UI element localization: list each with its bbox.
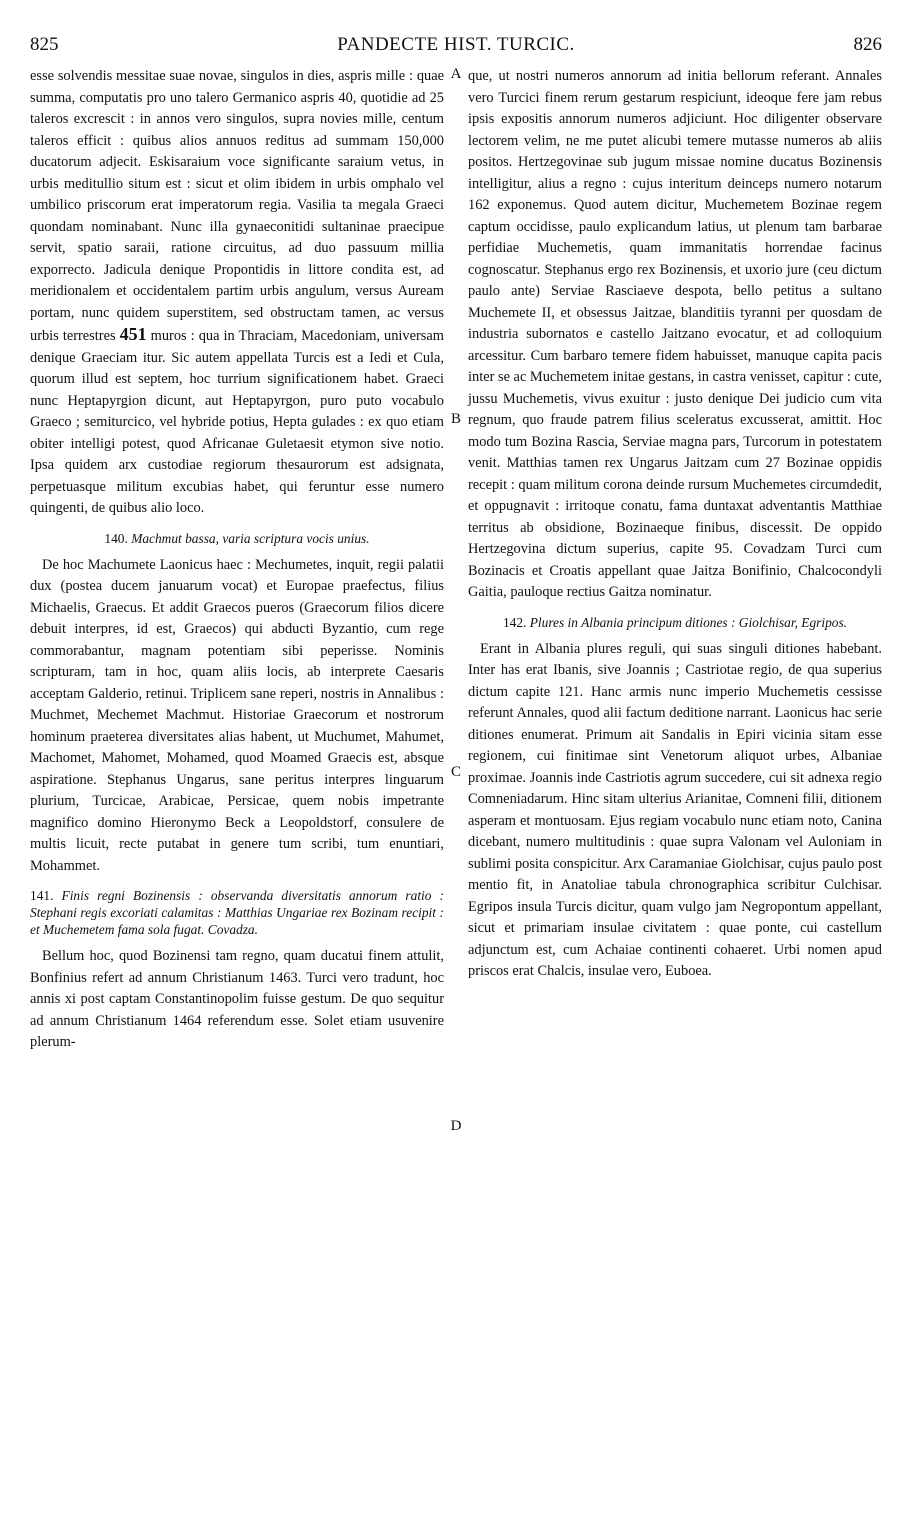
paragraph-eskisaraium bbox=[30, 66, 444, 520]
paragraph-text: esse solvendis messitae suae novae, singulos in dies, aspris mille : quae summa, computatis pro uno talero Germanico aspris 40, quotidie ad 25 taleros excrescit : in annos vero singulos, supra novies mille, centum taleros efficit : quibus alios annuos reditus ad summam 150,000 ducatorum adjecit. Eskisaraium voce significante saraium vetus, in urbis meditullio situm est : sicut et olim ibidem in urbis omphalo vel umbilico priscorum erat imperatorum regia. Vasilia ta megala Graeci quondam nominabant. Nunc illa gynaeconitidi sultaninae praecipue servit, spatio saraii, ratione circuitus, ad duo passuum millia exporrecto. Jadicula denique Propontidis in littore condita est, ad meridionalem et occidentalem partim urbis angulum, versus Auream portam, nunc quidem superstitem, sed obstructam tamen, ac versus urbis terrestres bbox=[30, 68, 444, 344]
section-marker-d: D bbox=[450, 1118, 462, 1134]
marginal-note-number: 451 bbox=[119, 324, 147, 344]
section-marker-c: C bbox=[450, 764, 461, 780]
left-column bbox=[30, 66, 444, 1054]
heading-number: 141. bbox=[30, 888, 54, 903]
paragraph-machmut: De hoc Machumete Laonicus haec : Mechumetes, inquit, regii palatii dux (postea ducem januarum vocat) et Europae praefectus, filius Michaelis, Graecus. Et addit Graecos pueros (Graecorum filios dicere debuit interpres, id est, Graecos) qui abducti Byzantio, cum rege commorabantur, magnam potentiam sibi peperisse. Nominis scripturam, tam in hoc, quam aliis locis, ab interprete Caesaris acceptam Galderio, retinui. Triplicem sane reperi, nostris in Annalibus : Muchmet, Mechemet Machmut. Historiae Graecorum et nostrorum hominum praeterea diversitates alias habent, ut Muchumet, Mahumet, Machomet, Mahomet, Mohamed, quod Moamed Graecis est, absque aspiratione. Stephanus Ungarus, sane peritus interpres linguarum plurium, Turcicae, Arabicae, Persicae, quem nobis impetrante magnifico domino Hieronymo Beck a Leopoldstorf, consulere de multis licuit, recte putabat in genere tum scribi, tum enuntiari, Mohammet. bbox=[30, 556, 444, 874]
section-marker-b: B bbox=[450, 411, 461, 427]
page-number-right: 826 bbox=[853, 34, 882, 55]
heading-141 bbox=[30, 887, 444, 938]
heading-text: Finis regni Bozinensis : observanda diversitatis annorum ratio : Stephani regis excoriati calamitas : Matthias Ungariae rex Bozinam recipit : et Muchemetem fama sola fugat. Covadza. bbox=[30, 888, 444, 937]
running-header bbox=[30, 34, 882, 64]
heading-number: 142. bbox=[502, 614, 527, 630]
heading-text: Plures in Albania principum ditiones : Giolchisar, Egripos. bbox=[529, 614, 848, 630]
page-number-left: 825 bbox=[30, 34, 59, 55]
section-marker-a: A bbox=[450, 66, 462, 82]
paragraph-albania: Erant in Albania plures reguli, qui suas singuli ditiones habebant. Inter has erat Ibanis, sive Joannis ; Castriotae regio, de qua superius dictum capite 121. Hanc armis nunc imperio Muchemetis cessisse referunt Annales, quod alii factum deditione narrant. Laonicus hac serie ditiones enumerat. Primum ait Sandalis in Epiri vicinia sitam esse regionem, cui finitimae sint Venetorum aliquot urbes, Albaniae proximae. Joannis inde Castriotis agrum succedere, cui sit adnexa regio Comneniadarum. Hinc sitam ulterius Arianitae, Comneni filii, ditionem asperam et montuosam. Ejus regiam vocabulo nunc etiam noto, Canina dicebant, numero multitudinis : quae supra Valonam vel Auloniam in sublimi posita conspicitur. Arx Caramaniae Giolchisar, cujus paulo post mentio fit, in Anatoliae tabula chronographica scribitur Culchisar. Egripos insula Turcis dicitur, quam vulgo jam Negropontum appellant, sicut et primariam insulae civitatem : quae ponte, cui castellum adjunctum est, cum Achaiae continenti cohaeret. Urbi nomen apud priscos erat Chalcis, insulae vero, Euboea. bbox=[468, 640, 882, 979]
paragraph-annales: que, ut nostri numeros annorum ad initia bellorum referant. Annales vero Turcici finem rerum gestarum respiciunt, ideoque fere jam rebus ipsis expositis annorum numeros adjiciunt. Hoc diligenter observare lectorem velim, ne me putet alicubi temere mutasse numeros ab aliis positos. Hertzegovinae sub jugum missae nomine ducatus Bozinensis intelligitur, alius a regno : cujus interitum deinceps numero notarum 162 exponemus. Quod autem dicitur, Muchemetem Bozinae regem captum occidisse, paulo explicandum latius, ut plenum tam barbarae perfidiae Muchemetis, quam immanitatis horrendae facinus cognoscatur. Stephanus ergo rex Bozinensis, et uxorio jure (ceu dictum paulo ante) Serviae Rasciaeve despota, bello petitus a sultano Muchemete II, et obsessus Jaitzae, blanditiis tyranni per quosdam de industria subornatos e castello Jaitzano evocatur, et ad colloquium arcessitur. Cum barbaro temere fidem habuisset, manuque capita pacis inter se ac Muchemetem initae gestans, in castra venisset, capitur : cute, jussu Muchemetis, vivus exuitur : justo denique Dei judicio cum vita regnum, quo fraude patrem filius sceleratus excusserat, amittit. Hoc modo tum Bozina Rascia, Serviae magna pars, Turcorum in potestatem venit. Matthias tamen rex Ungarus Jaitzam cum 27 Bozinae oppidis recepit : quam militum corona deinde rursum Muchemetes circumdedit, et oppugnavit : irritoque conatu, fama duntaxat adventantis Matthiae territus ab obsidione, Bozinaeque finibus, discessit. De oppido Hertzegovina dictum superius, capite 95. Covadzam Turci cum Bozinacis et Croatis appellant quae Jaitza Bonifinio, Chalcocondyli Gaitia, pauloque rectius Gaitza nominatur. bbox=[468, 68, 882, 600]
heading-142 bbox=[468, 614, 882, 631]
paragraph-text-continued: muros : qua in Thraciam, Macedoniam, universam denique Graeciam itur. Sic autem appellata Turcis est a Iedi et Cula, quorum illud est septem, hoc turrium significationem habet. Graeci nunc Heptapyrgion dicunt, aut Heptapyrgon, puro puto vocabulo Graeco ; semiturcico, vel hybride potius, Hepta gulades : ex quo etiam obiter intelligi potest, quod Africanae Guletaesit etymon sive notio. Ipsa quidem arx custodiae regiorum thesaurorum est adsignata, perpetuasque militum excubias habet, qui feruntur esse numero quingenti, de quibus alio loco. bbox=[30, 328, 444, 516]
heading-140 bbox=[30, 530, 444, 547]
right-column bbox=[468, 66, 882, 983]
heading-text: Machmut bassa, varia scriptura vocis unius. bbox=[131, 530, 370, 546]
running-title: PANDECTE HIST. TURCIC. bbox=[337, 34, 575, 55]
heading-number: 140. bbox=[104, 530, 128, 546]
paragraph-bellum: Bellum hoc, quod Bozinensi tam regno, quam ducatui finem attulit, Bonfinius refert ad annum Christianum 1463. Turci vero tradunt, hoc annis xi post captam Constantinopolim fuisse gestum. De quo sequitur ad annum Christianum 1464 referendum esse. Solet etiam usuvenire plerum- bbox=[30, 948, 444, 1050]
